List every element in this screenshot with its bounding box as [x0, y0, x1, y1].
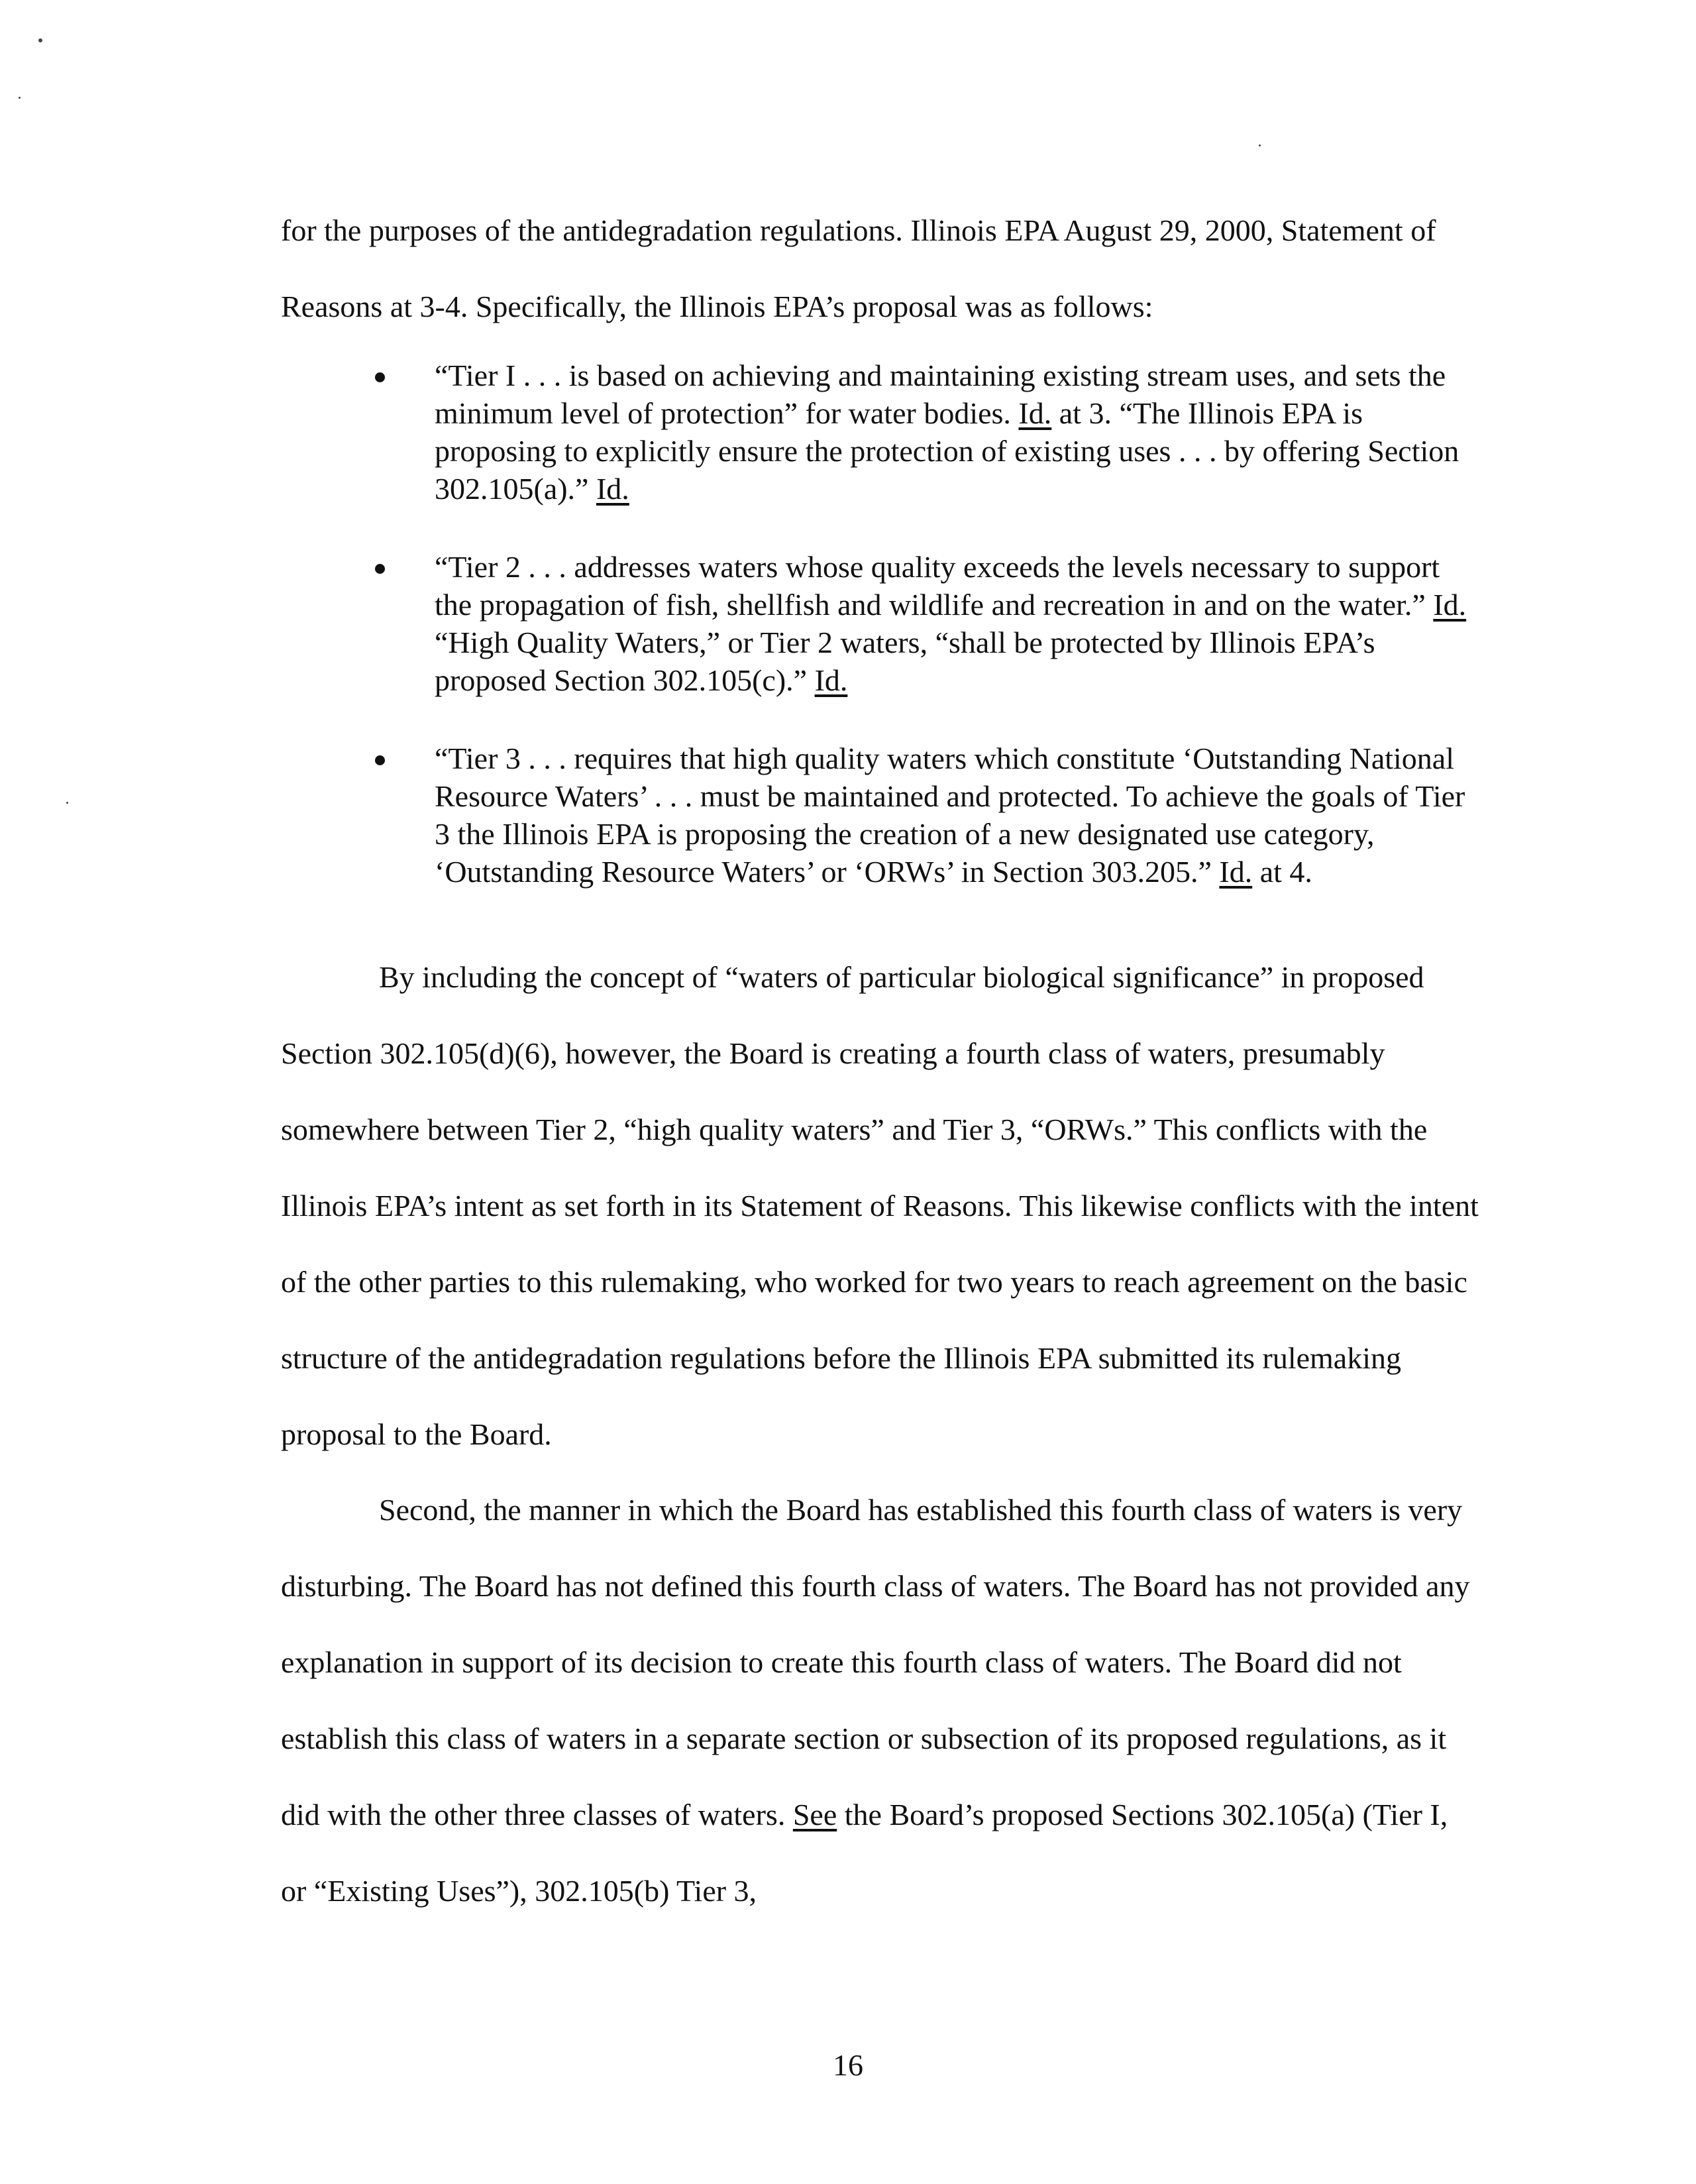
bullet-text: at 4.: [1252, 855, 1312, 889]
tier-3-bullet: [375, 739, 1481, 891]
citation-id: Id.: [1219, 855, 1253, 889]
paragraph-text: Second, the manner in which the Board has established this fourth class of waters is very disturbing. The Board has not defined this fourth class of waters. The Board has not provided any explanation in support of its decision to create this fourth class of waters. The Board did not establish this class of waters in a separate section or subsection of its proposed regulations, as it did with the other three classes of waters.: [281, 1493, 1470, 1831]
bullet-icon: [375, 372, 385, 382]
bullet-text: “Tier 3 . . . requires that high quality waters which constitute ‘Outstanding National Resource Waters’ . . . must be maintained and protected. To achieve the goals of Tier 3 the Illinois EPA is proposing the creation of a new designated use category, ‘Outstanding Resource Waters’ or ‘ORWs’ in Section 303.205.”: [435, 741, 1465, 889]
scan-speck: [19, 97, 21, 99]
page-number: 16: [833, 2048, 863, 2082]
scan-speck: [1259, 144, 1261, 146]
bullet-text: “Tier 2 . . . addresses waters whose quality exceeds the levels necessary to support the propagation of fish, shellfish and wildlife and recreation in and on the water.”: [435, 550, 1440, 622]
body-paragraph-fourth-class: By including the concept of “waters of particular biological significance” in proposed Section 302.105(d)(6), however, the Board is creating a fourth class of waters, presumably somewhere between Tier 2, “high quality waters” and Tier 3, “ORWs.” This conflicts with the Illinois EPA’s intent as set forth in its Statement of Reasons. This likewise conflicts with the intent of the other parties to this rulemaking, who worked for two years to reach agreement on the basic structure of the antidegradation regulations before the Illinois EPA submitted its rulemaking proposal to the Board.: [281, 960, 1479, 1451]
tier-list: [375, 356, 1481, 891]
scan-speck: [38, 38, 42, 42]
citation-id: Id.: [1433, 588, 1467, 622]
see-signal: See: [792, 1798, 837, 1831]
bullet-text: at 3. “The Illinois EPA is proposing to explicitly ensure the protection of existing uses . . . by offering Section 302.105(a).”: [435, 396, 1459, 506]
citation-id: Id.: [1018, 396, 1052, 430]
citation-id: Id.: [596, 472, 629, 506]
citation-id: Id.: [814, 663, 848, 697]
paragraph-text: the Board’s proposed Sections 302.105(a) (Tier I, or “Existing Uses”), 302.105(b) Tier 3,: [281, 1798, 1448, 1908]
bullet-icon: [375, 564, 385, 574]
scan-speck: [66, 802, 68, 804]
bullet-icon: [375, 755, 385, 765]
opening-paragraph: for the purposes of the antidegradation regulations. Illinois EPA August 29, 2000, Statement of Reasons at 3-4. Specifically, the Illinois EPA’s proposal was as follows:: [281, 213, 1436, 323]
tier-1-bullet: [375, 356, 1481, 508]
body-paragraph-second-point: [281, 1472, 1480, 1929]
bullet-text: “High Quality Waters,” or Tier 2 waters, “shall be protected by Illinois EPA’s proposed Section 302.105(c).”: [435, 626, 1375, 697]
bullet-text: “Tier I . . . is based on achieving and maintaining existing stream uses, and sets the minimum level of protection” for water bodies.: [435, 358, 1446, 430]
tier-2-bullet: [375, 548, 1481, 699]
